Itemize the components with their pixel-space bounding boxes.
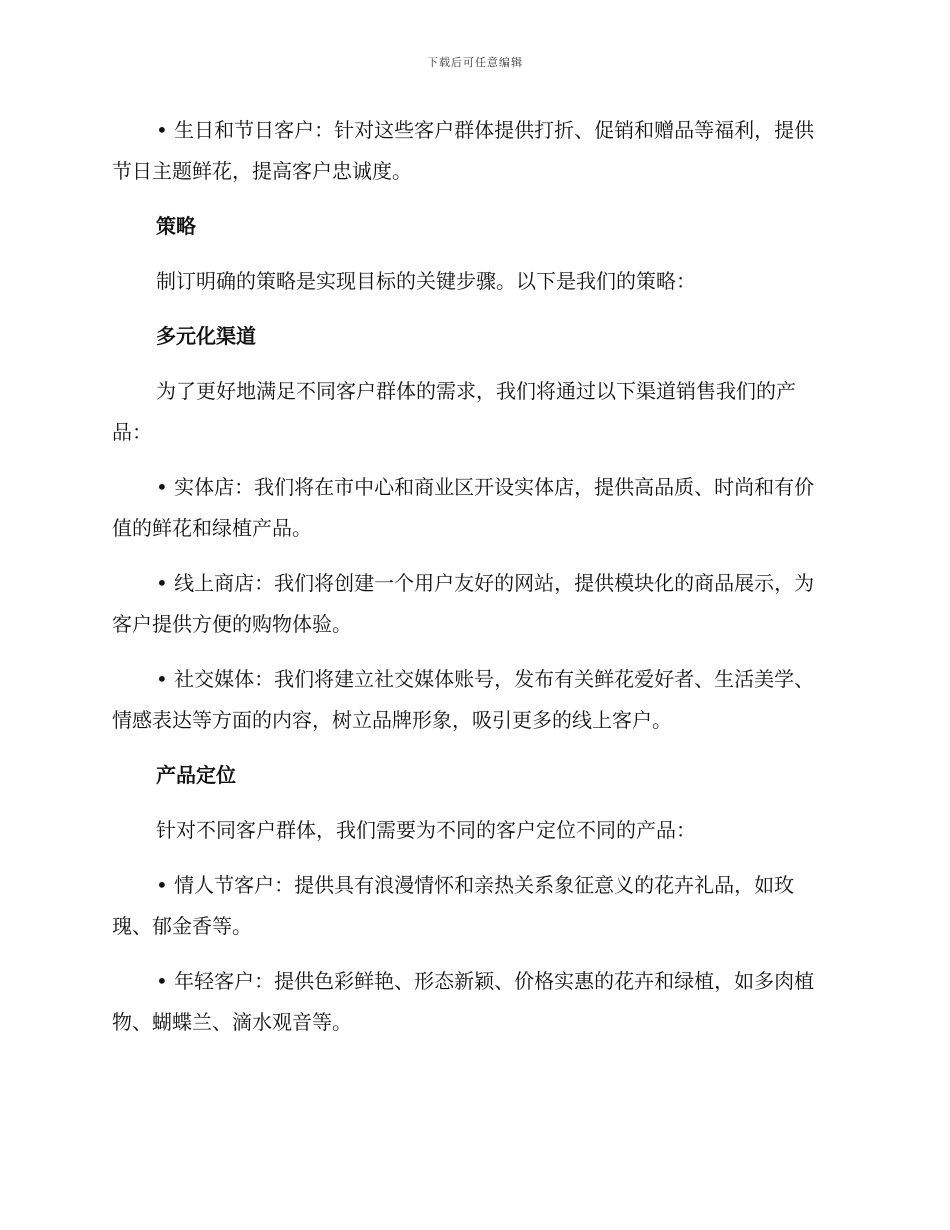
paragraph-online-store: • 线上商店：我们将创建一个用户友好的网站，提供模块化的商品展示，为客户提供方便的购物体验。 — [112, 571, 815, 636]
page-header: 下载后可任意编辑 — [427, 56, 523, 69]
section-heading-strategy: 策略 — [156, 214, 196, 238]
paragraph-physical-store: • 实体店：我们将在市中心和商业区开设实体店，提供高品质、时尚和有价值的鲜花和绿植产品。 — [112, 475, 815, 540]
paragraph-valentine-customers: • 情人节客户：提供具有浪漫情怀和亲热关系象征意义的花卉礼品，如玫瑰、郁金香等。 — [112, 873, 795, 938]
document-body — [112, 110, 832, 1057]
paragraph-birthday-holiday-customers: • 生日和节日客户：针对这些客户群体提供打折、促销和赠品等福利，提供节日主题鲜花，提高客户忠诚度。 — [112, 118, 815, 183]
paragraph-social-media: • 社交媒体：我们将建立社交媒体账号，发布有关鲜花爱好者、生活美学、情感表达等方面的内容，树立品牌形象，吸引更多的线上客户。 — [112, 667, 815, 732]
paragraph-channels-intro: 为了更好地满足不同客户群体的需求，我们将通过以下渠道销售我们的产品： — [112, 379, 796, 444]
section-heading-channels: 多元化渠道 — [156, 324, 256, 348]
paragraph-young-customers: • 年轻客户：提供色彩鲜艳、形态新颖、价格实惠的花卉和绿植，如多肉植物、蝴蝶兰、滴水观音等。 — [112, 969, 815, 1034]
paragraph-positioning-intro: 针对不同客户群体，我们需要为不同的客户定位不同的产品： — [156, 818, 696, 842]
section-heading-product-positioning: 产品定位 — [156, 763, 236, 787]
paragraph-strategy-intro: 制订明确的策略是实现目标的关键步骤。以下是我们的策略： — [156, 269, 696, 293]
